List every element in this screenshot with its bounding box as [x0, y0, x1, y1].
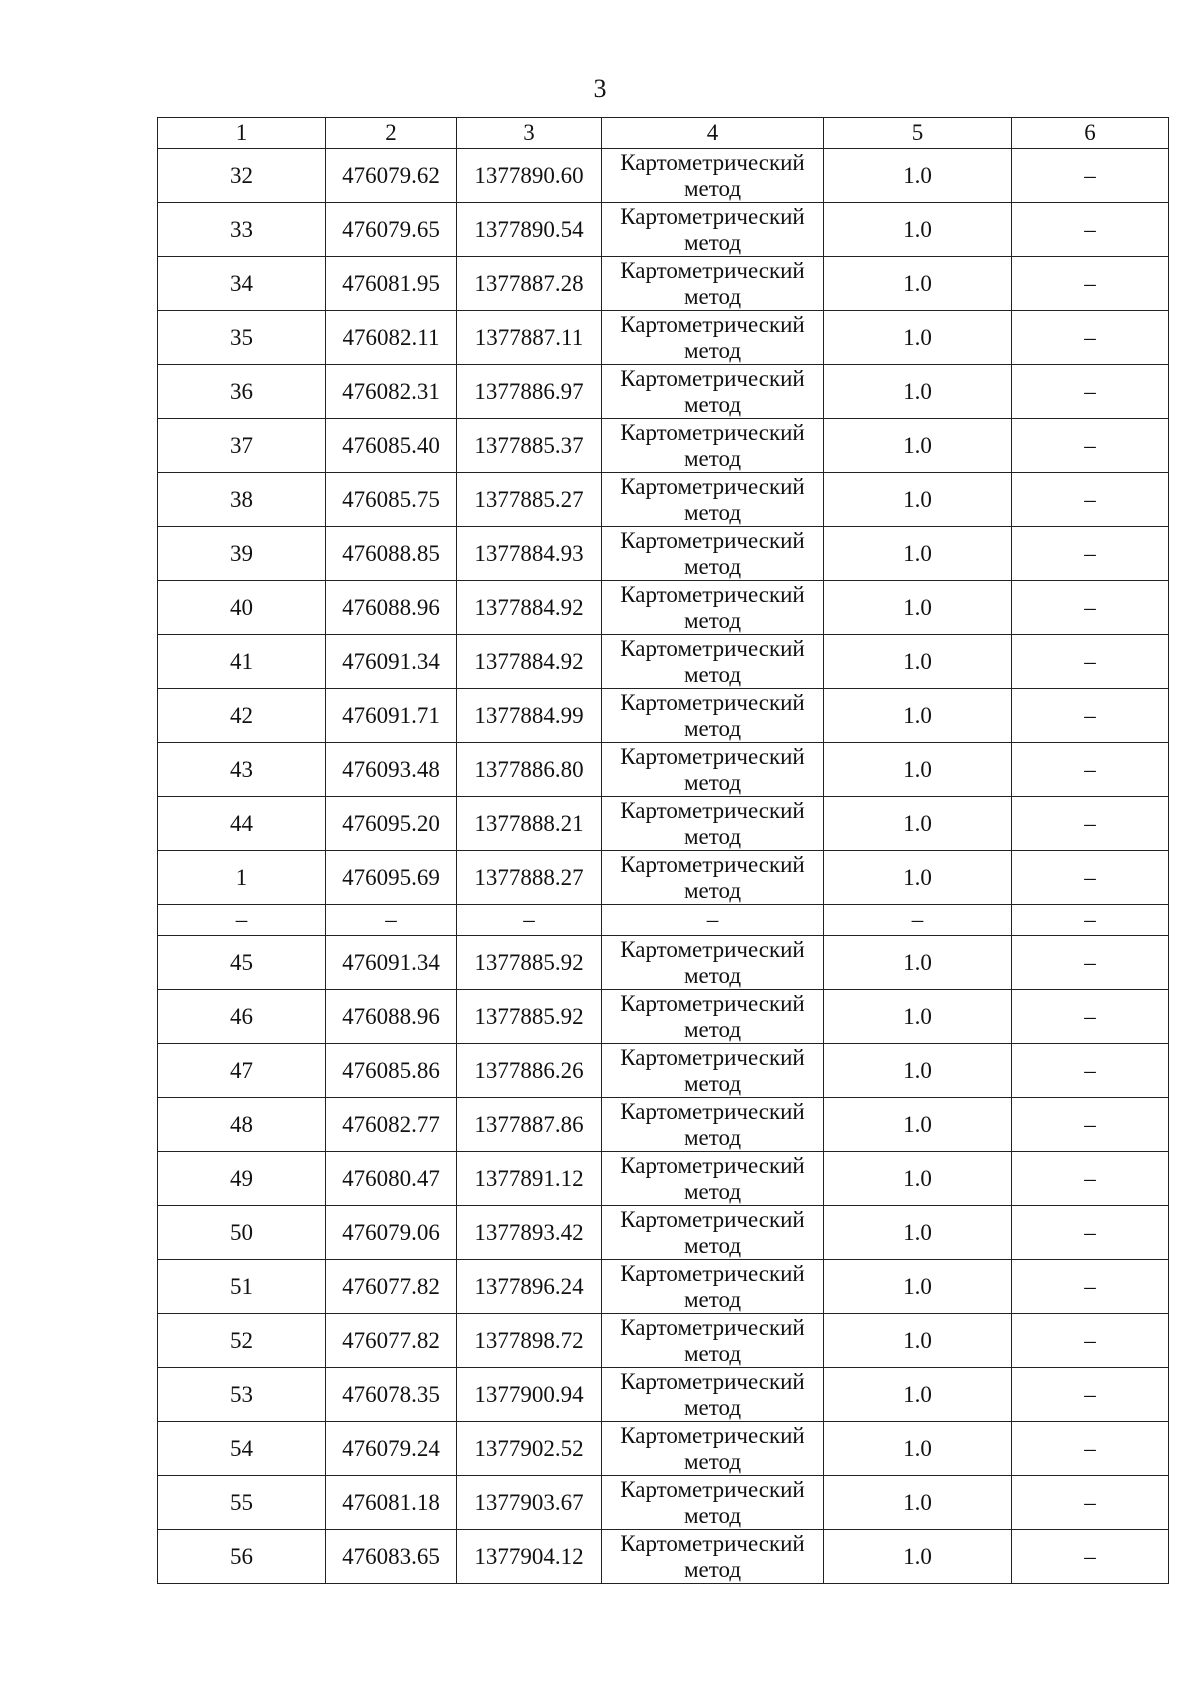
method-line-1: Картометрический: [620, 149, 805, 175]
method-line-2: метод: [683, 391, 742, 417]
description-cell: –: [1012, 365, 1169, 419]
description-cell: –: [1012, 1368, 1169, 1422]
method-line-2: метод: [683, 1232, 742, 1258]
method-line-2: метод: [683, 1178, 742, 1204]
description-cell: –: [1012, 936, 1169, 990]
x-coordinate-cell: 476091.34: [326, 635, 457, 689]
point-number-cell: 55: [158, 1476, 326, 1530]
description-cell: –: [1012, 851, 1169, 905]
table-row: [158, 1206, 1169, 1260]
method-line-1: Картометрический: [620, 1098, 805, 1124]
description-cell: –: [1012, 311, 1169, 365]
x-coordinate-cell: 476082.11: [326, 311, 457, 365]
accuracy-cell: 1.0: [824, 1260, 1012, 1314]
table-row: [158, 1476, 1169, 1530]
table-row: [158, 365, 1169, 419]
point-number-cell: 43: [158, 743, 326, 797]
description-cell: –: [1012, 581, 1169, 635]
accuracy-cell: 1.0: [824, 936, 1012, 990]
method-cell: [602, 581, 824, 635]
method-line-1: Картометрический: [620, 1476, 805, 1502]
method-line-2: метод: [683, 175, 742, 201]
table-row: [158, 1422, 1169, 1476]
accuracy-cell: 1.0: [824, 473, 1012, 527]
description-cell: –: [1012, 257, 1169, 311]
method-cell: [602, 635, 824, 689]
point-number-cell: 47: [158, 1044, 326, 1098]
description-cell: –: [1012, 635, 1169, 689]
method-line-2: метод: [683, 661, 742, 687]
method-line-2: метод: [683, 823, 742, 849]
method-cell: [602, 1206, 824, 1260]
separator-cell: –: [158, 905, 326, 936]
table-row: [158, 473, 1169, 527]
point-number-cell: 37: [158, 419, 326, 473]
table-row: [158, 743, 1169, 797]
method-cell: [602, 851, 824, 905]
method-cell: [602, 365, 824, 419]
accuracy-cell: 1.0: [824, 149, 1012, 203]
y-coordinate-cell: 1377887.86: [457, 1098, 602, 1152]
method-line-1: Картометрический: [620, 1044, 805, 1070]
method-line-1: Картометрический: [620, 365, 805, 391]
x-coordinate-cell: 476088.96: [326, 990, 457, 1044]
y-coordinate-cell: 1377884.92: [457, 581, 602, 635]
header-cell: 6: [1012, 118, 1169, 149]
y-coordinate-cell: 1377890.60: [457, 149, 602, 203]
y-coordinate-cell: 1377891.12: [457, 1152, 602, 1206]
header-cell: 3: [457, 118, 602, 149]
table-row: [158, 1314, 1169, 1368]
method-line-1: Картометрический: [620, 990, 805, 1016]
coordinates-table: [157, 117, 1169, 1584]
x-coordinate-cell: 476093.48: [326, 743, 457, 797]
x-coordinate-cell: 476077.82: [326, 1314, 457, 1368]
accuracy-cell: 1.0: [824, 743, 1012, 797]
method-line-1: Картометрический: [620, 743, 805, 769]
table-row: [158, 1044, 1169, 1098]
header-cell: 4: [602, 118, 824, 149]
method-line-2: метод: [683, 769, 742, 795]
separator-cell: –: [1012, 905, 1169, 936]
table-row: [158, 149, 1169, 203]
description-cell: –: [1012, 527, 1169, 581]
x-coordinate-cell: 476085.86: [326, 1044, 457, 1098]
table-row: [158, 635, 1169, 689]
description-cell: –: [1012, 149, 1169, 203]
accuracy-cell: 1.0: [824, 1530, 1012, 1584]
method-cell: [602, 1152, 824, 1206]
accuracy-cell: 1.0: [824, 365, 1012, 419]
method-cell: [602, 990, 824, 1044]
method-line-2: метод: [683, 1448, 742, 1474]
x-coordinate-cell: 476080.47: [326, 1152, 457, 1206]
table-row: [158, 203, 1169, 257]
description-cell: –: [1012, 1476, 1169, 1530]
accuracy-cell: 1.0: [824, 797, 1012, 851]
method-line-1: Картометрический: [620, 1260, 805, 1286]
table-row: [158, 1368, 1169, 1422]
description-cell: –: [1012, 1206, 1169, 1260]
x-coordinate-cell: 476083.65: [326, 1530, 457, 1584]
y-coordinate-cell: 1377898.72: [457, 1314, 602, 1368]
method-line-1: Картометрический: [620, 419, 805, 445]
method-cell: [602, 149, 824, 203]
method-line-1: Картометрический: [620, 1206, 805, 1232]
method-line-1: Картометрический: [620, 851, 805, 877]
x-coordinate-cell: 476077.82: [326, 1260, 457, 1314]
x-coordinate-cell: 476079.06: [326, 1206, 457, 1260]
table-row: [158, 1098, 1169, 1152]
point-number-cell: 34: [158, 257, 326, 311]
method-line-2: метод: [683, 229, 742, 255]
y-coordinate-cell: 1377885.27: [457, 473, 602, 527]
method-line-1: Картометрический: [620, 1368, 805, 1394]
accuracy-cell: 1.0: [824, 1422, 1012, 1476]
method-line-1: Картометрический: [620, 635, 805, 661]
point-number-cell: 56: [158, 1530, 326, 1584]
x-coordinate-cell: 476082.77: [326, 1098, 457, 1152]
x-coordinate-cell: 476081.18: [326, 1476, 457, 1530]
x-coordinate-cell: 476079.65: [326, 203, 457, 257]
x-coordinate-cell: 476085.40: [326, 419, 457, 473]
method-line-2: метод: [683, 1070, 742, 1096]
point-number-cell: 35: [158, 311, 326, 365]
point-number-cell: 41: [158, 635, 326, 689]
y-coordinate-cell: 1377886.26: [457, 1044, 602, 1098]
separator-cell: –: [824, 905, 1012, 936]
method-cell: [602, 1314, 824, 1368]
description-cell: –: [1012, 419, 1169, 473]
method-cell: [602, 1476, 824, 1530]
description-cell: –: [1012, 990, 1169, 1044]
y-coordinate-cell: 1377884.93: [457, 527, 602, 581]
accuracy-cell: 1.0: [824, 990, 1012, 1044]
method-line-1: Картометрический: [620, 689, 805, 715]
header-cell: 2: [326, 118, 457, 149]
method-line-1: Картометрический: [620, 527, 805, 553]
method-line-1: Картометрический: [620, 936, 805, 962]
method-line-1: Картометрический: [620, 473, 805, 499]
method-line-2: метод: [683, 715, 742, 741]
method-cell: [602, 1044, 824, 1098]
accuracy-cell: 1.0: [824, 419, 1012, 473]
accuracy-cell: 1.0: [824, 581, 1012, 635]
point-number-cell: 45: [158, 936, 326, 990]
y-coordinate-cell: 1377896.24: [457, 1260, 602, 1314]
point-number-cell: 52: [158, 1314, 326, 1368]
accuracy-cell: 1.0: [824, 689, 1012, 743]
method-line-2: метод: [683, 1340, 742, 1366]
separator-row: [158, 905, 1169, 936]
point-number-cell: 54: [158, 1422, 326, 1476]
y-coordinate-cell: 1377887.11: [457, 311, 602, 365]
y-coordinate-cell: 1377888.27: [457, 851, 602, 905]
table-row: [158, 1260, 1169, 1314]
page-number: 3: [593, 74, 607, 103]
method-line-2: метод: [683, 877, 742, 903]
method-cell: [602, 257, 824, 311]
method-line-1: Картометрический: [620, 797, 805, 823]
point-number-cell: 40: [158, 581, 326, 635]
y-coordinate-cell: 1377886.80: [457, 743, 602, 797]
method-line-2: метод: [683, 283, 742, 309]
point-number-cell: 51: [158, 1260, 326, 1314]
description-cell: –: [1012, 689, 1169, 743]
y-coordinate-cell: 1377885.37: [457, 419, 602, 473]
y-coordinate-cell: 1377902.52: [457, 1422, 602, 1476]
header-cell: 1: [158, 118, 326, 149]
method-line-2: метод: [683, 1394, 742, 1420]
method-cell: [602, 419, 824, 473]
point-number-cell: 36: [158, 365, 326, 419]
method-cell: [602, 797, 824, 851]
method-line-1: Картометрический: [620, 581, 805, 607]
point-number-cell: 32: [158, 149, 326, 203]
method-line-2: метод: [683, 553, 742, 579]
description-cell: –: [1012, 1152, 1169, 1206]
point-number-cell: 42: [158, 689, 326, 743]
point-number-cell: 46: [158, 990, 326, 1044]
accuracy-cell: 1.0: [824, 1206, 1012, 1260]
method-cell: [602, 1098, 824, 1152]
table-row: [158, 257, 1169, 311]
method-line-2: метод: [683, 337, 742, 363]
accuracy-cell: 1.0: [824, 311, 1012, 365]
method-cell: [602, 936, 824, 990]
method-cell: [602, 311, 824, 365]
method-line-1: Картометрический: [620, 1422, 805, 1448]
x-coordinate-cell: 476091.71: [326, 689, 457, 743]
table-row: [158, 581, 1169, 635]
method-line-2: метод: [683, 1016, 742, 1042]
method-line-2: метод: [683, 1124, 742, 1150]
table-row: [158, 936, 1169, 990]
x-coordinate-cell: 476088.96: [326, 581, 457, 635]
method-line-2: метод: [683, 499, 742, 525]
description-cell: –: [1012, 1314, 1169, 1368]
x-coordinate-cell: 476091.34: [326, 936, 457, 990]
table-row: [158, 851, 1169, 905]
y-coordinate-cell: 1377893.42: [457, 1206, 602, 1260]
description-cell: –: [1012, 203, 1169, 257]
x-coordinate-cell: 476081.95: [326, 257, 457, 311]
point-number-cell: 49: [158, 1152, 326, 1206]
accuracy-cell: 1.0: [824, 1314, 1012, 1368]
separator-cell: –: [326, 905, 457, 936]
method-line-2: метод: [683, 1556, 742, 1582]
point-number-cell: 53: [158, 1368, 326, 1422]
y-coordinate-cell: 1377885.92: [457, 936, 602, 990]
point-number-cell: 50: [158, 1206, 326, 1260]
method-line-2: метод: [683, 1502, 742, 1528]
method-cell: [602, 203, 824, 257]
method-line-1: Картометрический: [620, 311, 805, 337]
method-cell: [602, 1530, 824, 1584]
method-line-2: метод: [683, 445, 742, 471]
header-cell: 5: [824, 118, 1012, 149]
x-coordinate-cell: 476082.31: [326, 365, 457, 419]
y-coordinate-cell: 1377885.92: [457, 990, 602, 1044]
table-row: [158, 1152, 1169, 1206]
method-line-1: Картометрический: [620, 203, 805, 229]
method-line-1: Картометрический: [620, 1314, 805, 1340]
description-cell: –: [1012, 797, 1169, 851]
method-cell: [602, 1368, 824, 1422]
point-number-cell: 39: [158, 527, 326, 581]
y-coordinate-cell: 1377884.92: [457, 635, 602, 689]
method-cell: [602, 527, 824, 581]
separator-cell: –: [457, 905, 602, 936]
description-cell: –: [1012, 1422, 1169, 1476]
method-line-1: Картометрический: [620, 1152, 805, 1178]
accuracy-cell: 1.0: [824, 1098, 1012, 1152]
separator-cell: –: [602, 905, 824, 936]
method-cell: [602, 473, 824, 527]
y-coordinate-cell: 1377884.99: [457, 689, 602, 743]
method-line-2: метод: [683, 607, 742, 633]
description-cell: –: [1012, 1098, 1169, 1152]
accuracy-cell: 1.0: [824, 527, 1012, 581]
table-row: [158, 311, 1169, 365]
point-number-cell: 48: [158, 1098, 326, 1152]
table-row: [158, 990, 1169, 1044]
y-coordinate-cell: 1377887.28: [457, 257, 602, 311]
accuracy-cell: 1.0: [824, 1476, 1012, 1530]
table-row: [158, 527, 1169, 581]
y-coordinate-cell: 1377888.21: [457, 797, 602, 851]
point-number-cell: 38: [158, 473, 326, 527]
point-number-cell: 44: [158, 797, 326, 851]
accuracy-cell: 1.0: [824, 851, 1012, 905]
point-number-cell: 1: [158, 851, 326, 905]
accuracy-cell: 1.0: [824, 1152, 1012, 1206]
method-cell: [602, 743, 824, 797]
description-cell: –: [1012, 1044, 1169, 1098]
accuracy-cell: 1.0: [824, 1044, 1012, 1098]
coordinates-table-container: [157, 117, 1168, 1584]
x-coordinate-cell: 476088.85: [326, 527, 457, 581]
y-coordinate-cell: 1377900.94: [457, 1368, 602, 1422]
method-line-2: метод: [683, 962, 742, 988]
accuracy-cell: 1.0: [824, 203, 1012, 257]
coordinates-table-body: [158, 118, 1169, 1584]
x-coordinate-cell: 476095.20: [326, 797, 457, 851]
y-coordinate-cell: 1377890.54: [457, 203, 602, 257]
method-line-1: Картометрический: [620, 1530, 805, 1556]
x-coordinate-cell: 476078.35: [326, 1368, 457, 1422]
x-coordinate-cell: 476095.69: [326, 851, 457, 905]
y-coordinate-cell: 1377903.67: [457, 1476, 602, 1530]
accuracy-cell: 1.0: [824, 635, 1012, 689]
method-line-2: метод: [683, 1286, 742, 1312]
accuracy-cell: 1.0: [824, 257, 1012, 311]
table-header-row: [158, 118, 1169, 149]
table-row: [158, 1530, 1169, 1584]
y-coordinate-cell: 1377904.12: [457, 1530, 602, 1584]
description-cell: –: [1012, 1530, 1169, 1584]
point-number-cell: 33: [158, 203, 326, 257]
description-cell: –: [1012, 1260, 1169, 1314]
description-cell: –: [1012, 743, 1169, 797]
method-cell: [602, 689, 824, 743]
accuracy-cell: 1.0: [824, 1368, 1012, 1422]
table-row: [158, 689, 1169, 743]
table-row: [158, 797, 1169, 851]
x-coordinate-cell: 476079.24: [326, 1422, 457, 1476]
x-coordinate-cell: 476085.75: [326, 473, 457, 527]
y-coordinate-cell: 1377886.97: [457, 365, 602, 419]
method-cell: [602, 1422, 824, 1476]
description-cell: –: [1012, 473, 1169, 527]
table-row: [158, 419, 1169, 473]
x-coordinate-cell: 476079.62: [326, 149, 457, 203]
method-line-1: Картометрический: [620, 257, 805, 283]
method-cell: [602, 1260, 824, 1314]
